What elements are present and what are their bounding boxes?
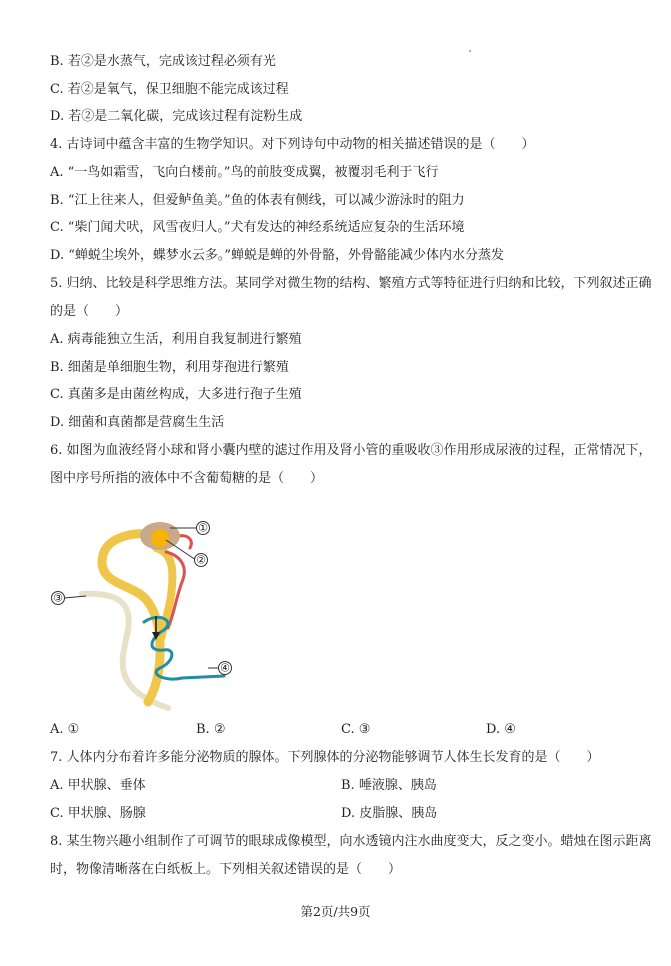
efferent-vessel bbox=[178, 536, 191, 548]
q6-option-d: D. ④ bbox=[486, 722, 516, 737]
figure-label-1: ① bbox=[198, 521, 208, 535]
q5-stem-line2: 的是（ ） bbox=[50, 304, 129, 319]
q5-stem-line1: 5. 归纳、比较是科学思维方法。某同学对微生物的结构、繁殖方式等特征进行归纳和比较，下列叙述正确 bbox=[50, 276, 652, 291]
page-number: 第2页/共9页 bbox=[300, 904, 371, 919]
nephron-diagram bbox=[48, 512, 248, 712]
q7-option-d: D. 皮脂腺、胰岛 bbox=[341, 806, 438, 821]
q4-option-a: A. “一鸟如霜雪，飞向白楼前。”鸟的前肢变成翼，被覆羽毛利于飞行 bbox=[50, 165, 439, 180]
leader-line-3 bbox=[64, 596, 86, 598]
q4-option-b: B. “江上往来人，但爱鲈鱼美。”鱼的体表有侧线，可以减少游泳时的阻力 bbox=[50, 193, 465, 208]
q7-option-c: C. 甲状腺、肠腺 bbox=[50, 806, 146, 821]
q4-stem: 4. 古诗词中蕴含丰富的生物学知识。对下列诗句中动物的相关描述错误的是（ ） bbox=[50, 137, 535, 152]
q5-option-d: D. 细菌和真菌都是营腐生生活 bbox=[50, 415, 225, 430]
glomerulus bbox=[151, 529, 169, 547]
figure-label-3: ③ bbox=[53, 591, 63, 605]
q4-option-d: D. “蝉蜕尘埃外，蝶梦水云多。”蝉蜕是蝉的外骨骼，外骨骼能减少体内水分蒸发 bbox=[50, 248, 505, 263]
q7-stem: 7. 人体内分布着许多能分泌物质的腺体。下列腺体的分泌物能够调节人体生长发育的是（ ） bbox=[50, 750, 600, 765]
q3-option-b: B. 若②是水蒸气，完成该过程必须有光 bbox=[50, 54, 276, 69]
q5-option-a: A. 病毒能独立生活，利用自我复制进行繁殖 bbox=[50, 332, 302, 347]
q7-option-a: A. 甲状腺、垂体 bbox=[50, 778, 146, 793]
q3-option-d: D. 若②是二氧化碳，完成该过程有淀粉生成 bbox=[50, 109, 303, 124]
q6-stem-line2: 图中序号所指的液体中不含葡萄糖的是（ ） bbox=[50, 471, 324, 486]
scan-speck bbox=[469, 50, 471, 52]
q5-option-b: B. 细菌是单细胞生物，利用芽孢进行繁殖 bbox=[50, 360, 289, 375]
q5-option-c: C. 真菌多是由菌丝构成，大多进行孢子生殖 bbox=[50, 387, 302, 402]
q6-option-c: C. ③ bbox=[341, 722, 371, 737]
figure-label-2: ② bbox=[196, 553, 206, 567]
q7-option-b: B. 唾液腺、胰岛 bbox=[341, 778, 437, 793]
q6-option-b: B. ② bbox=[196, 722, 226, 737]
q8-stem-line1: 8. 某生物兴趣小组制作了可调节的眼球成像模型，向水透镜内注水曲度变大，反之变小。蜡烛在图示距离 bbox=[50, 834, 652, 849]
q8-stem-line2: 时，物像清晰落在白纸板上。下列相关叙述错误的是（ ） bbox=[50, 862, 402, 877]
q4-option-c: C. “柴门闻犬吠，风雪夜归人。”犬有发达的神经系统适应复杂的生活环境 bbox=[50, 220, 465, 235]
figure-label-4: ④ bbox=[220, 661, 230, 675]
q3-option-c: C. 若②是氧气，保卫细胞不能完成该过程 bbox=[50, 82, 289, 97]
q6-option-a: A. ① bbox=[50, 722, 80, 737]
q6-stem-line1: 6. 如图为血液经肾小球和肾小囊内壁的滤过作用及肾小管的重吸收③作用形成尿液的过程，正常情况下， bbox=[50, 443, 652, 458]
